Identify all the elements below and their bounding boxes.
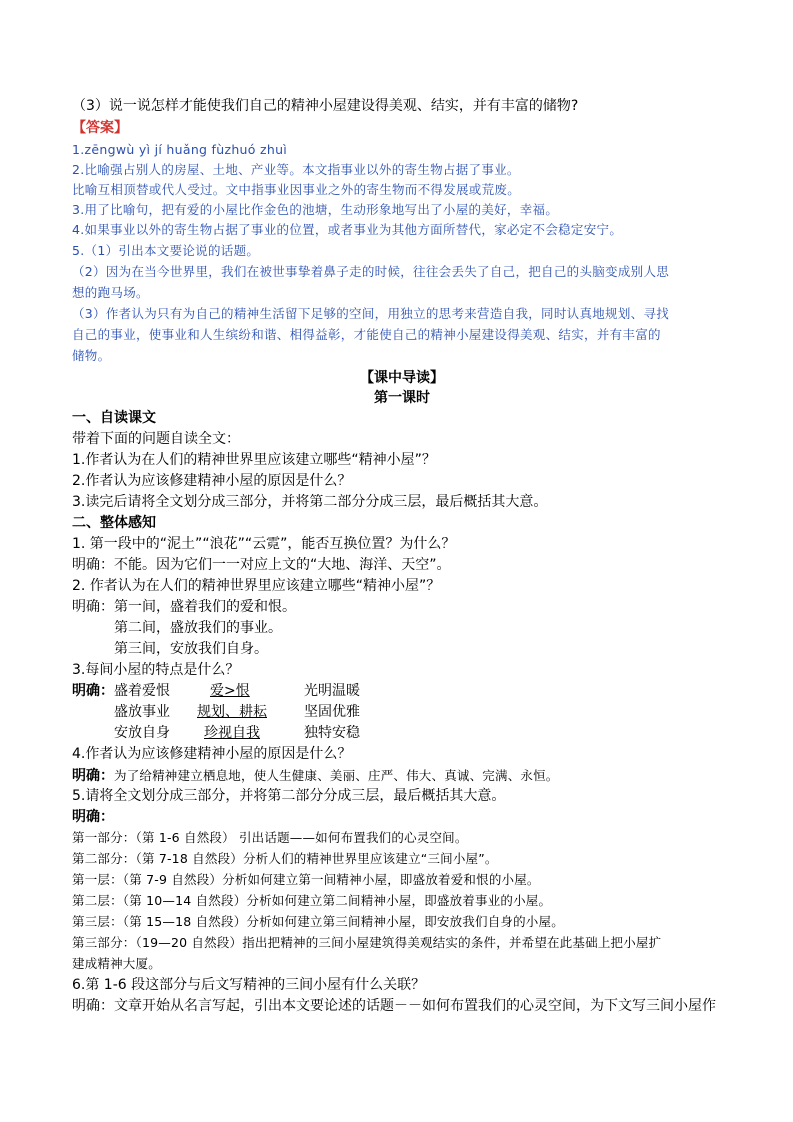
answer-line: 想的跑马场。 [72,285,149,300]
answer-line: 比喻互相顶替或代人受过。文中指事业因事业之外的寄生物而不得发展或荒废。 [72,182,521,197]
structure-line: 第三层：（第 15—18 自然段）分析如何建立第三间精神小屋，即安放我们自身的小屋。 [72,914,564,929]
answer-line: （2）因为在当今世界里，我们在被世事挚着鼻子走的时候，往往会丢失了自己，把自己的头脑变成别人思 [72,264,670,279]
answer-6: 明确：文章开始从名言写起，引出本文要论述的话题－－如何布置我们的心灵空间，为下文写三间小屋作 [72,998,716,1014]
answer-line: 4.如果事业以外的寄生物占据了事业的位置，或者事业为其他方面所替代，家必定不会稳定安宁。 [72,222,623,237]
feature-cell: 安放自身 [114,725,170,741]
feature-cell: 光明温暖 [304,683,360,699]
question-6: 6.第 1-6 段这部分与后文写精神的三间小屋有什么关联？ [72,977,426,993]
part1-question: 3.读完后请将全文划分成三部分，并将第二部分分成三层，最后概括其大意。 [72,494,548,510]
lesson-title: 第一课时 [374,390,430,406]
answer-line: 5.（1）引出本文要论说的话题。 [72,243,260,258]
answer-label: 【答案】 [72,120,128,136]
answer-4-label: 明确： [72,768,114,784]
feature-label: 明确： [72,683,114,699]
question-3: （3）说一说怎样才能使我们自己的精神小屋建设得美观、结实，并有丰富的储物? [72,98,579,114]
part1-heading: 一、自读课文 [72,410,156,426]
feature-cell: 珍视自我 [204,725,260,741]
feature-cell: 爱>恨 [210,683,250,699]
question-4: 4.作者认为应该修建精神小屋的原因是什么？ [72,746,352,762]
part2-line: 明确：第一间，盛着我们的爱和恨。 [72,599,296,615]
structure-line: 建成精神大厦。 [72,956,161,971]
structure-line: 第一部分：（第 1-6 自然段） 引出话题——如何布置我们的心灵空间。 [72,830,468,845]
answer-line: 储物。 [72,348,111,363]
question-5: 5.请将全文划分成三部分，并将第二部分分成三层，最后概括其大意。 [72,788,506,804]
structure-line: 第三部分：（19—20 自然段）指出把精神的三间小屋建筑得美观结实的条件，并希望在此基础上把小屋扩 [72,935,662,950]
answer-line: 3.用了比喻句，把有爱的小屋比作金色的池塘，生动形象地写出了小屋的美好，幸福。 [72,202,559,217]
feature-cell: 盛放事业 [114,704,170,720]
structure-line: 第一层：（第 7-9 自然段）分析如何建立第一间精神小屋，即盛放着爱和恨的小屋。 [72,872,540,887]
feature-question: 3.每间小屋的特点是什么？ [72,662,240,678]
part1-question: 1.作者认为在人们的精神世界里应该建立哪些“精神小屋”？ [72,452,436,468]
feature-cell: 规划、耕耘 [197,704,267,720]
part2-line: 明确：不能。因为它们一一对应上文的“大地、海洋、天空”。 [72,557,451,573]
feature-cell: 独特安稳 [304,725,360,741]
feature-cell: 盛着爱恨 [114,683,170,699]
part2-heading: 二、整体感知 [72,515,156,531]
part2-line: 2. 作者认为在人们的精神世界里应该建立哪些“精神小屋”？ [72,578,441,594]
section-title: 【课中导读】 [360,370,444,386]
part2-line: 1. 第一段中的“泥土”“浪花”“云霓”，能否互换位置？为什么？ [72,536,456,552]
part1-question: 2.作者认为应该修建精神小屋的原因是什么？ [72,473,352,489]
structure-line: 第二部分：（第 7-18 自然段）分析人们的精神世界里应该建立“三间小屋”。 [72,851,498,866]
answer-line: 1.zēngwù yì jí huǎng fùzhuó zhuì [72,142,288,157]
room-line: 第二间，盛放我们的事业。 [114,620,282,636]
answer-line: 自己的事业，使事业和人生缤纷和谐、相得益彰，才能使自己的精神小屋建设得美观、结实，并有丰富的 [72,327,661,342]
structure-line: 第二层：（第 10—14 自然段）分析如何建立第二间精神小屋，即盛放着事业的小屋。 [72,893,552,908]
part1-intro: 带着下面的问题自读全文： [72,431,240,447]
feature-cell: 坚固优雅 [304,704,360,720]
answer-line: （3）作者认为只有为自己的精神生活留下足够的空间，用独立的思考来营造自我，同时认真地规划、寻找 [72,306,670,321]
room-line: 第三间，安放我们自身。 [114,641,268,657]
answer-5-label: 明确： [72,809,114,825]
answer-4 [72,765,559,786]
answer-4-text: 为了给精神建立栖息地，使人生健康、美丽、庄严、伟大、真诚、完满、永恒。 [114,768,559,783]
answer-line: 2.比喻强占别人的房屋、土地、产业等。本文指事业以外的寄生物占据了事业。 [72,162,520,177]
